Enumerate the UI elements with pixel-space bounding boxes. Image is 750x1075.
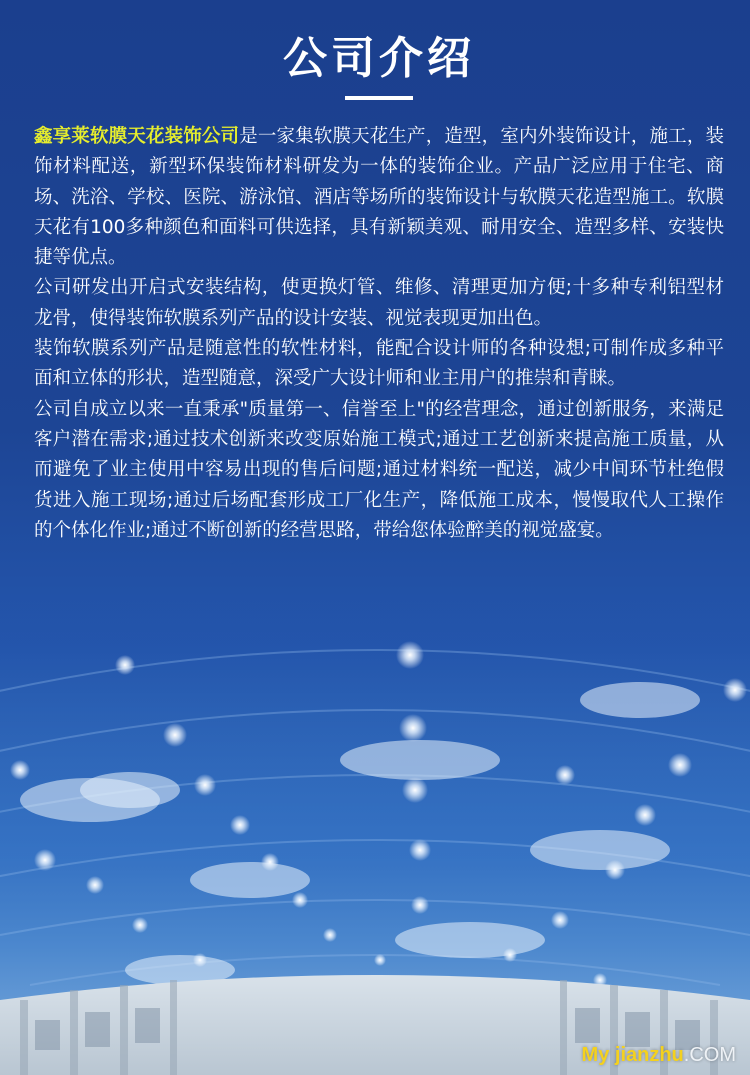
page-title: 公司介绍	[283, 33, 475, 84]
title-underline	[345, 96, 413, 100]
intro-paragraph-1	[34, 122, 724, 273]
intro-paragraph-3: 装饰软膜系列产品是随意性的软性材料，能配合设计师的各种设想;可制作成多种平面和立体的形状，造型随意，深受广大设计师和业主用户的推崇和青睐。	[34, 338, 724, 390]
company-name: 鑫享莱软膜天花装饰公司	[34, 126, 240, 147]
watermark-suffix: .COM	[683, 1044, 736, 1066]
intro-paragraph-2: 公司研发出开启式安装结构，使更换灯管、维修、清理更加方便;十多种专利铝型材龙骨，使得装饰软膜系列产品的设计安装、视觉表现更加出色。	[34, 277, 724, 329]
site-watermark	[582, 1044, 736, 1067]
company-intro-section	[34, 0, 724, 546]
watermark-main: My jianzhu	[581, 1044, 684, 1066]
intro-text	[34, 122, 724, 546]
intro-paragraph-1-text: 是一家集软膜天花生产，造型，室内外装饰设计，施工，装饰材料配送，新型环保装饰材料研发为一体的装饰企业。产品广泛应用于住宅、商场、洗浴、学校、医院、游泳馆、酒店等场所的装饰设计与软膜天花造型施工。软膜天花有100多种颜色和面料可供选择，具有新颖美观、耐用安全、造型多样、安装快捷等优点。	[34, 126, 724, 269]
intro-paragraph-4: 公司自成立以来一直秉承"质量第一、信誉至上"的经营理念，通过创新服务，来满足客户潜在需求;通过技术创新来改变原始施工模式;通过工艺创新来提高施工质量，从而避免了业主使用中容易出现的售后问题;通过材料统一配送，减少中间环节杜绝假货进入施工现场;通过后场配套形成工厂化生产，降低施工成本，慢慢取代人工操作的个体化作业;通过不断创新的经营思路，带给您体验醉美的视觉盛宴。	[34, 398, 724, 541]
